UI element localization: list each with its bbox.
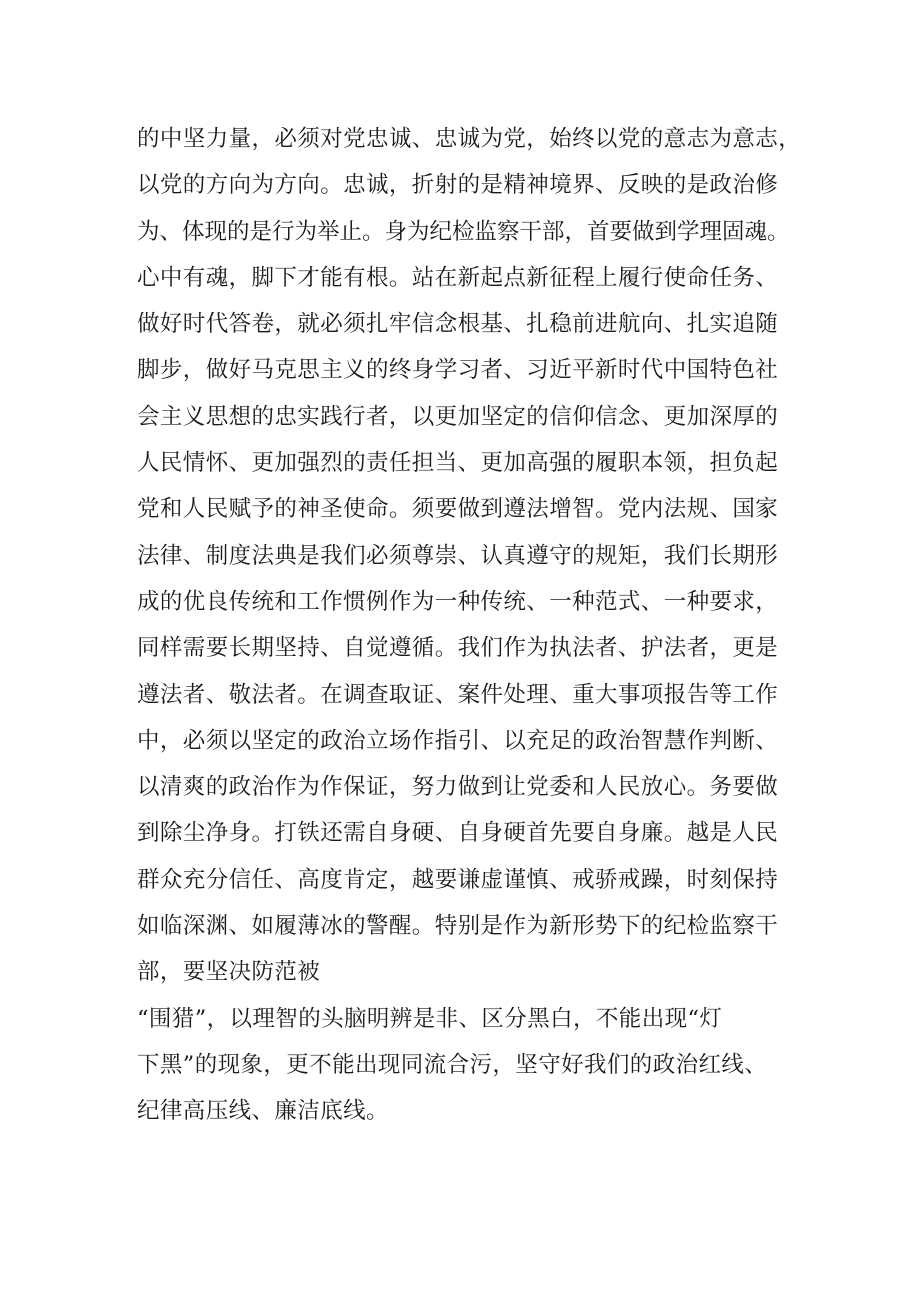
text-line: 会主义思想的忠实践行者，以更加坚定的信仰信念、更加深厚的 [137, 403, 779, 430]
text-line: 脚步，做好马克思主义的终身学习者、习近平新时代中国特色社 [137, 357, 779, 384]
text-line: 心中有魂，脚下才能有根。站在新起点新征程上履行使命任务、 [137, 264, 779, 291]
text-line: 成的优良传统和工作惯例作为一种传统、一种范式、一种要求， [137, 588, 779, 615]
text-line: 遵法者、敬法者。在调查取证、案件处理、重大事项报告等工作 [137, 681, 779, 708]
text-line: 如临深渊、如履薄冰的警醒。特别是作为新形势下的纪检监察干 [137, 913, 779, 940]
text-line: 同样需要长期坚持、自觉遵循。我们作为执法者、护法者，更是 [137, 635, 779, 662]
text-line: 群众充分信任、高度肯定，越要谦虚谨慎、戒骄戒躁，时刻保持 [137, 866, 779, 893]
text-line: 纪律高压线、廉洁底线。 [137, 1098, 389, 1125]
text-line: 做好时代答卷，就必须扎牢信念根基、扎稳前进航向、扎实追随 [137, 311, 779, 338]
text-line: 部，要坚决防范被 [137, 959, 321, 986]
text-line: 到除尘净身。打铁还需自身硬、自身硬首先要自身廉。越是人民 [137, 820, 779, 847]
body-text [137, 116, 817, 1135]
text-line: 以清爽的政治作为作保证，努力做到让党委和人民放心。务要做 [137, 774, 779, 801]
text-line: 下黑”的现象，更不能出现同流合污，坚守好我们的政治红线、 [137, 1051, 768, 1078]
text-line: 中，必须以坚定的政治立场作指引、以充足的政治智慧作判断、 [137, 727, 779, 754]
text-line: 为、体现的是行为举止。身为纪检监察干部，首要做到学理固魂。 [137, 218, 790, 245]
text-line: “围猎”，以理智的头脑明辨是非、区分黑白，不能出现“灯 [137, 1005, 723, 1032]
text-line: 法律、制度法典是我们必须尊崇、认真遵守的规矩，我们长期形 [137, 542, 779, 569]
text-line: 党和人民赋予的神圣使命。须要做到遵法增智。党内法规、国家 [137, 496, 779, 523]
text-line: 以党的方向为方向。忠诚，折射的是精神境界、反映的是政治修 [137, 172, 779, 199]
text-line: 的中坚力量，必须对党忠诚、忠诚为党，始终以党的意志为意志， [137, 126, 802, 152]
text-line: 人民情怀、更加强烈的责任担当、更加高强的履职本领，担负起 [137, 450, 779, 477]
